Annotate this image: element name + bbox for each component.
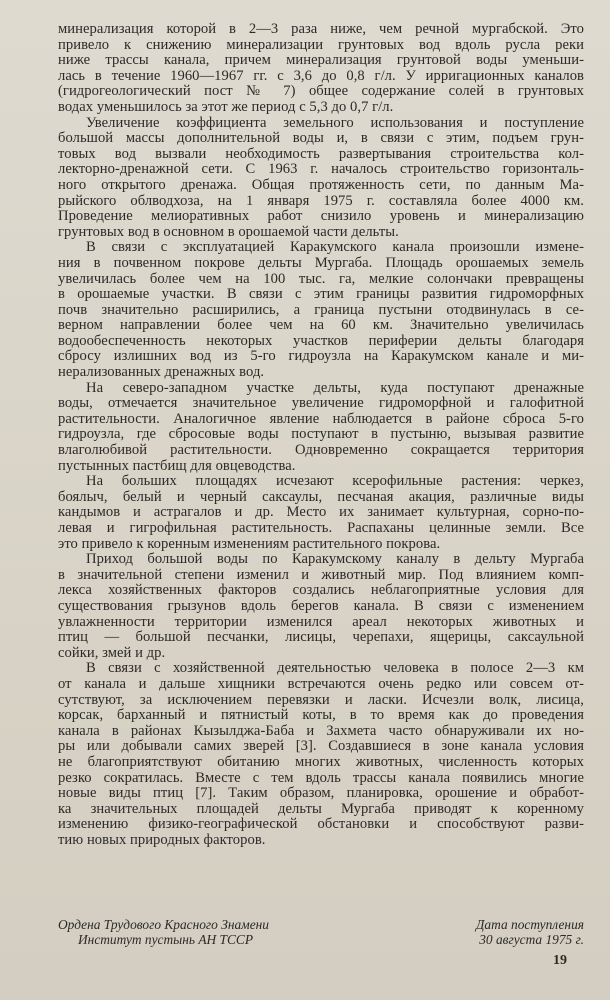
text-line: сойки, змей и др.	[58, 644, 166, 661]
institution-line-1: Ордена Трудового Красного Знамени	[58, 917, 269, 932]
text-line: увлажненности территории изменился ареал некоторых животных и	[58, 613, 584, 630]
text-line: существования грызунов вдоль берегов канала. В связи с изменением	[58, 597, 584, 614]
received-block	[434, 917, 584, 947]
text-line: лекса хозяйственных факторов создались неблагоприятные условия для	[58, 582, 584, 599]
text-line: ка значительных площадей дельты Мургаба приводят к коренному	[58, 800, 584, 817]
text-line: боялыч, белый и черный саксаулы, песчаная акация, различные виды	[58, 488, 584, 505]
text-line: Приход большой воды по Каракумскому каналу в дельту Мургаба	[86, 551, 584, 568]
text-line: В связи с хозяйственной деятельностью человека в полосе 2—3 км	[86, 660, 584, 677]
institution-line-2: Институт пустынь АН ТССР	[78, 932, 254, 947]
text-line: сутствуют, за исключением перевязки и ласки. Исчезли волк, лисица,	[58, 691, 584, 708]
page-number: 19	[553, 953, 567, 968]
text-line: растительности. Аналогичное явление наблюдается в районе сброса 5-го	[58, 410, 584, 427]
text-line: Проведение мелиоративных работ снизило уровень и минерализацию	[58, 208, 584, 225]
text-line: (гидрогеологический пост № 7) общее содержание солей в грунтовых	[58, 83, 584, 100]
text-line: ного открытого дренажа. Общая протяженность сети, по данным Ма-	[58, 176, 584, 193]
text-line: На больших площадях исчезают ксерофильные растения: черкез,	[86, 473, 584, 490]
text-line: тию новых природных факторов.	[58, 831, 266, 848]
text-line: влаголюбивой растительности. Одновременно сокращается территория	[58, 442, 584, 459]
text-line: резко сократилась. Вместе с тем вдоль трассы канала появились многие	[58, 769, 584, 786]
text-line: В связи с эксплуатацией Каракумского канала произошли измене-	[86, 239, 584, 256]
text-line: привело к снижению минерализации грунтовых вод вдоль русла реки	[58, 36, 584, 53]
text-line: это привело к коренным изменениям растительного покрова.	[58, 535, 441, 552]
text-line: в орошаемые участки. В связи с этим границы развития гидроморфных	[58, 286, 584, 303]
text-line: большой массы дополнительной воды и, в связи с этим, подъем грун-	[58, 130, 584, 147]
text-line: не благоприятствуют обитанию многих животных, численность которых	[58, 753, 584, 770]
text-line: новые виды птиц [7]. Таким образом, планировка, орошение и обработ-	[58, 785, 584, 802]
text-line: увеличилась более чем на 100 тыс. га, мелкие солончаки превращены	[58, 270, 584, 287]
text-line: ры или добывали самих зверей [3]. Создавшиеся в зоне канала условия	[58, 738, 584, 755]
text-line: рыйского облводхоза, на 1 января 1975 г. составляла более 4000 км.	[58, 192, 584, 209]
text-line: гидроузла, где сбросовые воды поступают в пустыню, вызывая развитие	[58, 426, 584, 443]
text-line: ния в почвенном покрове дельты Мургаба. Площадь орошаемых земель	[58, 254, 584, 271]
text-line: птиц — большой песчанки, лисицы, черепахи, ящерицы, саксаульной	[58, 629, 584, 646]
institution-block	[58, 917, 318, 947]
received-label: Дата поступления	[475, 917, 584, 932]
text-line: канала в районах Кызылджа-Баба и Захмета часто обнаруживали их но-	[58, 722, 584, 739]
text-line: изменению физико-географической обстановки и способствуют разви-	[58, 816, 584, 833]
text-line: водообеспеченность некоторых участков периферии дельты благодаря	[58, 332, 584, 349]
text-line: пустынных пастбищ для овцеводства.	[58, 457, 296, 474]
text-line: ниже трассы канала, причем минерализация грунтовой воды уменьши-	[58, 52, 584, 69]
text-line: корсак, барханный и пятнистый коты, в то время как до проведения	[58, 707, 584, 724]
text-line: На северо-западном участке дельты, куда поступают дренажные	[86, 379, 584, 396]
text-line: левая и гигрофильная растительность. Распаханы целинные земли. Все	[58, 520, 584, 536]
text-line: минерализация которой в 2—3 раза ниже, чем речной мургабской. Это	[58, 21, 584, 37]
body-text	[58, 22, 584, 848]
text-line: товых вод вызвали необходимость развертывания строительства кол-	[58, 145, 584, 162]
text-line: почв значительно расширились, а граница пустыни отодвинулась в се-	[58, 301, 584, 318]
text-line: в значительной степени изменил и животный мир. Под влиянием комп-	[58, 566, 584, 583]
text-line: водах уменьшилось за этот же период с 5,3 до 0,7 г/л.	[58, 98, 394, 115]
text-line: грунтовых вод в основном в орошаемой части дельты.	[58, 223, 399, 240]
text-line: нерализованных дренажных вод.	[58, 364, 265, 381]
text-line: воды, отмечается значительное увеличение гидроморфной и галофитной	[58, 395, 584, 412]
text-line: верном направлении более чем на 60 км. Значительно увеличилась	[58, 317, 584, 334]
text-line: лась в течение 1960—1967 гг. с 3,6 до 0,8 г/л. У ирригационных каналов	[58, 67, 584, 84]
received-date: 30 августа 1975 г.	[479, 932, 584, 947]
text-line: лекторно-дренажной сети. С 1963 г. началось строительство горизонталь-	[58, 161, 584, 178]
text-line: кандымов и астрагалов и др. Место их занимает культурная, сорно-по-	[58, 504, 584, 521]
text-line: от канала и дальше хищники встречаются очень редко или совсем от-	[58, 675, 584, 692]
text-line: Увеличение коэффициента земельного использования и поступление	[86, 114, 584, 131]
text-line: сбросу излишних вод из 5-го гидроузла на Каракумском канале и ми-	[58, 348, 584, 365]
